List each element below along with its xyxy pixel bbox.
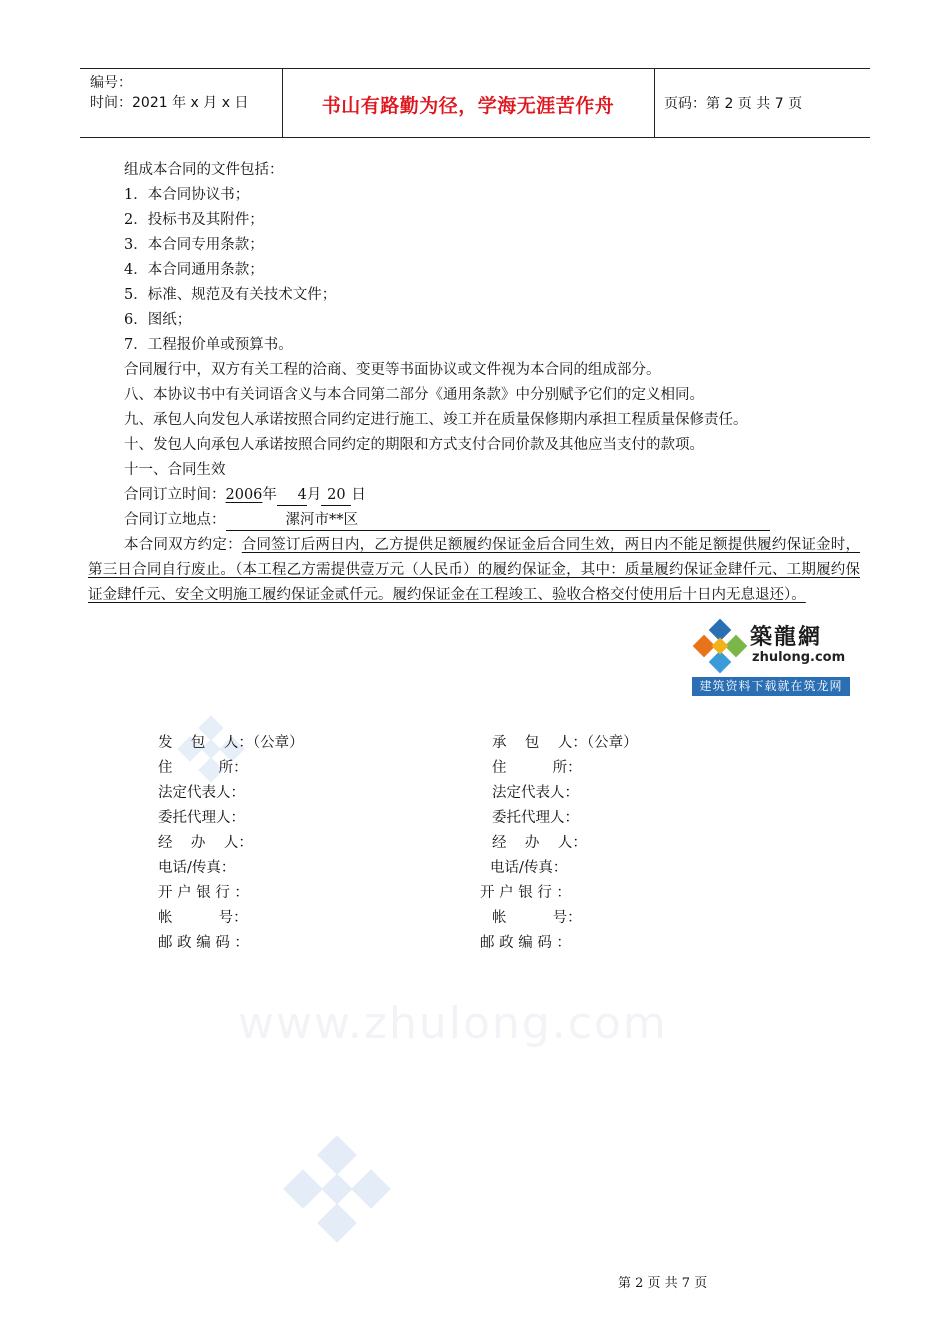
employer-signature-block [158, 731, 304, 956]
agreement-paragraph [88, 533, 860, 608]
contractor-field: 开 户 银 行 ： [480, 885, 571, 901]
document-list-item: 7．工程报价单或预算书。 [124, 337, 293, 353]
logo-slogan: 建筑资料下载就在筑龙网 [692, 677, 850, 696]
signing-year: 2006 [225, 487, 263, 503]
clause-11-heading: 十一、合同生效 [124, 462, 226, 478]
signing-place-value: 漯河市**区 [226, 511, 770, 531]
contractor-signature-block [480, 731, 638, 956]
contractor-field: 帐 号： [492, 910, 582, 926]
employer-field: 住 所： [158, 760, 248, 776]
document-time-label: 时间：2021 年 x 月 x 日 [90, 95, 249, 111]
zhulong-flower-icon [692, 618, 748, 674]
contractor-field: 电话/传真： [490, 860, 568, 876]
employer-field: 委托代理人： [158, 810, 245, 826]
document-list-item: 4．本合同通用条款； [124, 262, 264, 278]
document-list-item: 1．本合同协议书； [124, 187, 250, 203]
employer-field: 法定代表人： [158, 785, 245, 801]
employer-field: 发 包 人：（公章） [158, 735, 304, 751]
header-page-number: 页码：第 2 页 共 7 页 [664, 96, 803, 112]
document-list-item: 3．本合同专用条款； [124, 237, 264, 253]
signing-day: 20 [321, 486, 351, 506]
contractor-field: 法定代表人： [492, 785, 579, 801]
watermark-flower-icon [282, 1134, 392, 1244]
employer-field: 电话/传真： [158, 860, 236, 876]
document-list-item: 5．标准、规范及有关技术文件； [124, 287, 337, 303]
document-list-item: 2．投标书及其附件； [124, 212, 264, 228]
contractor-field: 住 所： [492, 760, 582, 776]
agreement-label: 本合同双方约定： [124, 537, 242, 553]
employer-field: 经 办 人： [158, 835, 253, 851]
month-unit: 月 [306, 487, 322, 503]
logo-name: 築龍網 [750, 625, 823, 650]
employer-field: 帐 号： [158, 910, 248, 926]
day-unit: 日 [351, 487, 366, 503]
employer-field: 开 户 银 行 ： [158, 885, 249, 901]
contractor-field: 承 包 人：（公章） [492, 735, 638, 751]
signing-date-line [124, 483, 860, 508]
year-unit: 年 [262, 487, 277, 503]
clause-paragraph: 合同履行中，双方有关工程的洽商、变更等书面协议或文件视为本合同的组成部分。 [124, 362, 661, 378]
contractor-field: 邮 政 编 码 ： [480, 935, 571, 951]
agreement-text: 合同签订后两日内，乙方提供足额履约保证金后合同生效，两日内不能足额提供履约保证金时，第三日合同自行废止。（本工程乙方需提供壹万元（人民币）的履约保证金，其中：质量履约保证金肆仟元、工期履约保证金肆仟元、安全文明施工履约保证金贰仟元。履约保证金在工程竣工、验收合格交付使用后十日内无息退还）。 [88, 537, 860, 603]
signing-place-line [124, 508, 860, 533]
documents-intro: 组成本合同的文件包括： [124, 162, 284, 178]
zhulong-logo [692, 616, 850, 696]
employer-field: 邮 政 编 码 ： [158, 935, 249, 951]
signing-place-label: 合同订立地点： [124, 512, 226, 528]
header-motto: 书山有路勤为径，学海无涯苦作舟 [321, 95, 615, 117]
watermark-text: www.zhulong.com [238, 998, 668, 1049]
page-footer: 第 2 页 共 7 页 [618, 1276, 708, 1291]
logo-domain: zhulong.com [752, 650, 846, 665]
clause-9: 九、承包人向发包人承诺按照合同约定进行施工、竣工并在质量保修期内承担工程质量保修责任。 [124, 412, 748, 428]
header-meta [90, 73, 248, 113]
contractor-field: 经 办 人： [492, 835, 587, 851]
document-header [80, 68, 870, 138]
signing-month: 4 [277, 486, 307, 506]
contractor-field: 委托代理人： [492, 810, 579, 826]
signing-date-label: 合同订立时间： [124, 487, 226, 503]
contract-body [124, 158, 860, 533]
header-divider [654, 69, 655, 137]
clause-10: 十、发包人向承包人承诺按照合同约定的期限和方式支付合同价款及其他应当支付的款项。 [124, 437, 704, 453]
document-list-item: 6．图纸； [124, 312, 192, 328]
clause-8: 八、本协议书中有关词语含义与本合同第二部分《通用条款》中分别赋予它们的定义相同。 [124, 387, 704, 403]
document-number-label: 编号： [90, 75, 132, 91]
